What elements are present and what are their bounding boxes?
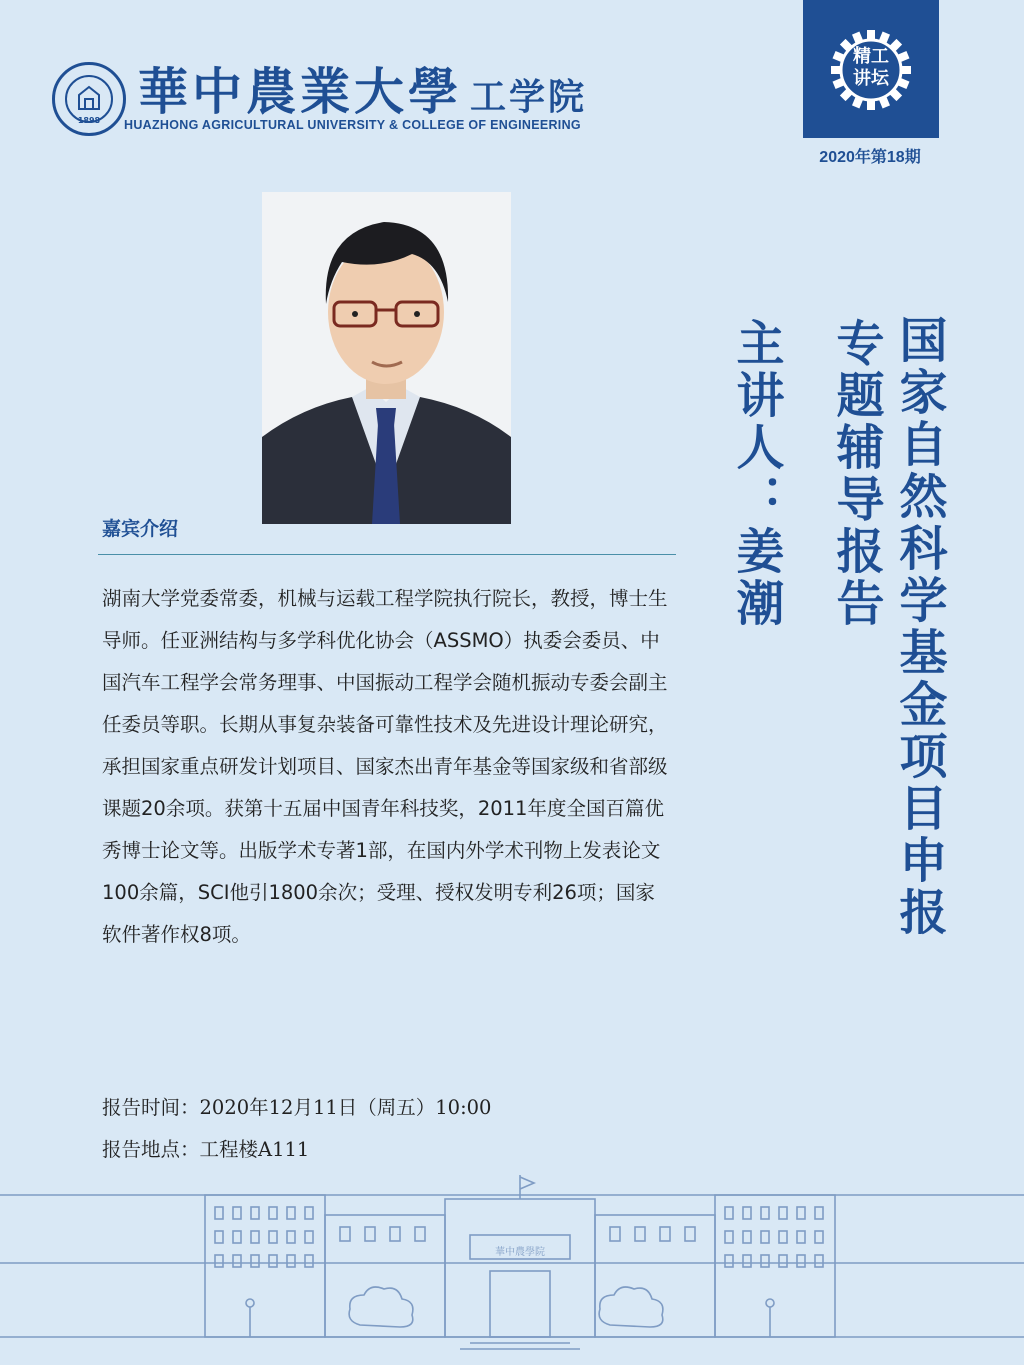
speaker-name: 主讲人：姜潮 bbox=[728, 318, 784, 630]
place-value: 工程楼A111 bbox=[199, 1138, 310, 1161]
report-time bbox=[102, 1092, 491, 1120]
lecture-series-badge bbox=[803, 0, 939, 138]
university-seal-icon bbox=[52, 62, 126, 136]
seal-building-icon bbox=[75, 83, 103, 111]
speaker-portrait-icon bbox=[262, 192, 511, 524]
speaker-bio bbox=[102, 578, 670, 956]
place-label: 报告地点： bbox=[102, 1138, 200, 1161]
event-title: 国家自然科学基金项目申报 bbox=[891, 315, 947, 939]
guest-intro-heading: 嘉宾介绍 bbox=[102, 518, 179, 540]
campus-building-illustration bbox=[0, 1175, 1024, 1365]
building-sign: 華中農學院 bbox=[495, 1247, 545, 1258]
speaker-photo bbox=[262, 192, 511, 524]
college-name: 工学院 bbox=[470, 76, 588, 118]
university-name-cn bbox=[138, 52, 587, 124]
time-value: 2020年12月11日（周五）10:00 bbox=[199, 1096, 492, 1119]
issue-number: 2020年第18期 bbox=[819, 149, 921, 166]
badge-text bbox=[803, 46, 939, 90]
event-subtitle: 专题辅导报告 bbox=[828, 318, 884, 630]
badge-line1: 精工 bbox=[853, 46, 889, 67]
report-location bbox=[102, 1134, 309, 1162]
seal-year: 1898 bbox=[77, 116, 101, 125]
badge-line2: 讲坛 bbox=[853, 68, 889, 89]
university-name: 華中農業大學 bbox=[138, 62, 462, 121]
university-name-en: HUAZHONG AGRICULTURAL UNIVERSITY & COLLEGE OF ENGINEERING bbox=[124, 118, 581, 132]
section-divider bbox=[98, 554, 676, 555]
bio-text: 湖南大学党委常委，机械与运载工程学院执行院长，教授，博士生导师。任亚洲结构与多学科优化协会（ASSMO）执委会委员、中国汽车工程学会常务理事、中国振动工程学会随机振动专委会副主任委员等职。长期从事复杂装备可靠性技术及先进设计理论研究，承担国家重点研发计划项目、国家杰出青年基金等国家级和省部级课题20余项。获第十五届中国青年科技奖，2011年度全国百篇优秀博士论文等。出版学术专著1部，在国内外学术刊物上发表论文100余篇，SCI他引1800余次；受理、授权发明专利26项；国家软件著作权8项。 bbox=[102, 587, 668, 946]
time-label: 报告时间： bbox=[102, 1096, 200, 1119]
